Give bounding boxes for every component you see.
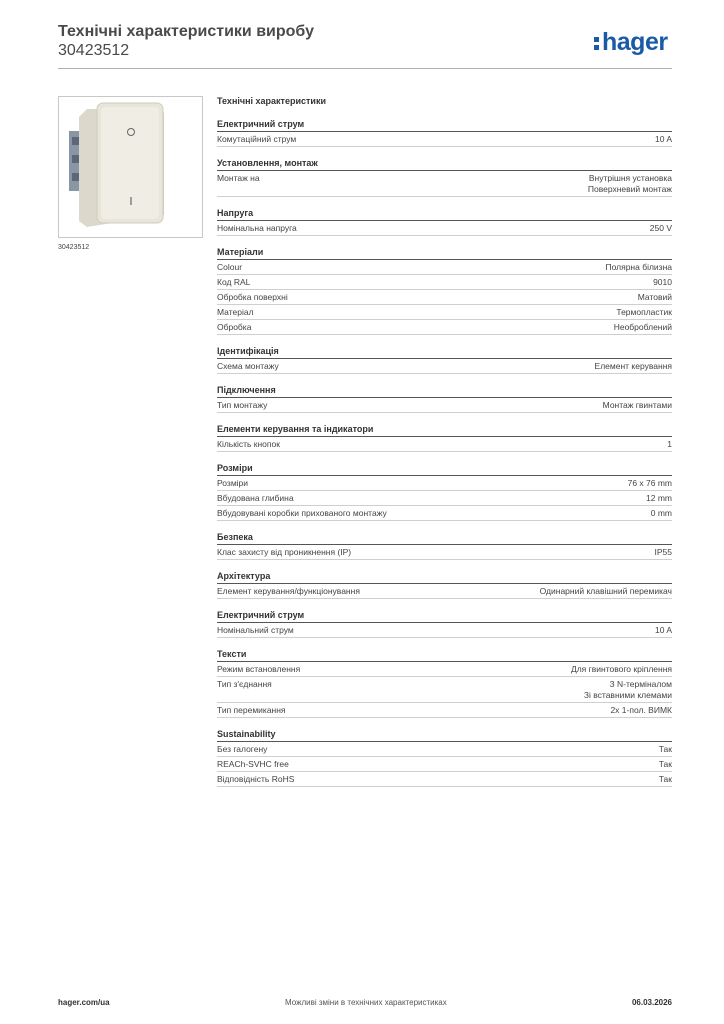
section-heading: Sustainability [217,728,672,742]
spec-label: Тип перемикання [217,705,286,715]
spec-section [217,384,672,413]
spec-row [217,506,672,521]
spec-label: Код RAL [217,277,251,287]
spec-section [217,207,672,236]
spec-label: Тип з'єднання [217,679,272,689]
spec-row [217,584,672,599]
spec-value [584,679,672,701]
spec-value-line: 2x 1-пол. ВИМК [610,705,672,715]
product-code: 30423512 [58,42,130,59]
spec-value [603,400,672,411]
spec-value-line: Для гвинтового кріплення [570,664,672,674]
document-header [58,22,314,60]
spec-value [610,705,672,716]
spec-label: Клас захисту від проникнення (IP) [217,547,352,557]
spec-value-line: Полярна білизна [605,262,672,272]
spec-value-line: 250 V [649,223,672,233]
footer-disclaimer: Можливі зміни в технічних характеристиках [285,998,447,1007]
spec-value-line: Внутрішня установка [588,173,672,183]
product-image [58,96,203,238]
spec-value [646,493,672,504]
section-heading: Установлення, монтаж [217,157,672,171]
spec-value-line: З N-терміналом [609,679,672,689]
spec-value [653,277,672,288]
spec-label: Обробка поверхні [217,292,288,302]
spec-value-line: Так [658,759,672,769]
hager-logo[interactable] [594,28,668,56]
spec-value-line: 1 [667,439,672,449]
spec-label: Без галогену [217,744,268,754]
footer-date: 06.03.2026 [631,998,672,1007]
spec-value-line: Необроблений [613,322,672,332]
spec-label: Розміри [217,478,249,488]
spec-row [217,491,672,506]
spec-row [217,545,672,560]
spec-value-line: Одинарний клавішний перемикач [539,586,672,596]
spec-row [217,703,672,718]
section-heading: Напруга [217,207,672,221]
spec-value [638,292,672,303]
spec-sections [217,118,672,787]
spec-value [628,478,672,489]
spec-row [217,742,672,757]
spec-row [217,437,672,452]
spec-label: Матеріал [217,307,254,317]
spec-value-line: IP55 [654,547,672,557]
spec-label: Тип монтажу [217,400,268,410]
spec-value-line: Зі вставними клемами [583,690,672,700]
footer-website-link[interactable]: hager.com/ua [58,998,110,1007]
image-caption: 30423512 [58,244,90,251]
spec-label: Елемент керування/функціонування [217,586,360,596]
spec-row [217,275,672,290]
section-heading: Ідентифікація [217,345,672,359]
spec-row [217,772,672,787]
spec-label: Відповідність RoHS [217,774,295,784]
spec-section [217,246,672,335]
section-heading: Тексти [217,648,672,662]
section-heading: Архітектура [217,570,672,584]
document-title: Технічні характеристики виробу [58,23,314,40]
spec-label: Обробка [217,322,252,332]
section-heading: Електричний струм [217,609,672,623]
spec-value [655,547,673,558]
spec-value [659,744,672,755]
spec-section [217,423,672,452]
section-heading: Матеріали [217,246,672,260]
spec-value-line: Матовий [637,292,672,302]
spec-value [540,586,672,597]
spec-label: Монтаж на [217,173,260,183]
spec-section [217,118,672,147]
spec-section [217,345,672,374]
spec-row [217,623,672,638]
spec-value [655,625,672,636]
spec-section [217,157,672,197]
spec-value-line: Поверхневий монтаж [587,184,672,194]
spec-value-line: Монтаж гвинтами [602,400,672,410]
spec-label: Вбудовувані коробки прихованого монтажу [217,508,387,518]
spec-value-line: 0 mm [650,508,672,518]
spec-label: Номінальний струм [217,625,294,635]
spec-row [217,359,672,374]
logo-text: hager [602,28,668,56]
spec-value [659,759,672,770]
spec-label: Комутаційний струм [217,134,297,144]
spec-value-line: Термопластик [616,307,672,317]
spec-value-line: 12 mm [646,493,672,503]
spec-row [217,221,672,236]
spec-value-line: 10 A [654,134,672,144]
spec-value [571,664,672,675]
spec-label: Номінальна напруга [217,223,297,233]
spec-label: Режим встановлення [217,664,301,674]
section-heading: Підключення [217,384,672,398]
spec-row [217,320,672,335]
spec-value [659,774,672,785]
spec-row [217,757,672,772]
specifications [217,94,672,797]
specs-title: Технічні характеристики [217,96,326,106]
spec-row [217,290,672,305]
spec-row [217,171,672,197]
header-divider [58,68,672,69]
spec-value-line: Елемент керування [594,361,672,371]
spec-label: Схема монтажу [217,361,279,371]
spec-row [217,260,672,275]
spec-row [217,476,672,491]
spec-value [655,134,672,145]
section-heading: Електричний струм [217,118,672,132]
switch-product-image [59,97,202,237]
spec-value [588,173,672,195]
spec-section [217,570,672,599]
spec-label: REACh-SVHC free [217,759,289,769]
spec-value [605,262,672,273]
section-heading: Елементи керування та індикатори [217,423,672,437]
spec-value [667,439,672,450]
spec-row [217,305,672,320]
spec-value [614,322,672,333]
section-heading: Розміри [217,462,672,476]
section-heading: Безпека [217,531,672,545]
spec-row [217,398,672,413]
spec-value-line: Так [658,774,672,784]
spec-value [651,508,672,519]
spec-row [217,677,672,703]
spec-value [616,307,672,318]
spec-section [217,462,672,521]
spec-section [217,531,672,560]
spec-label: Вбудована глибина [217,493,294,503]
logo-colon-icon [594,33,601,51]
spec-section [217,648,672,718]
spec-value-line: 9010 [653,277,672,287]
spec-label: Кількість кнопок [217,439,280,449]
spec-value-line: Так [658,744,672,754]
spec-row [217,662,672,677]
spec-value [595,361,672,372]
spec-value [650,223,672,234]
spec-value-line: 76 x 76 mm [627,478,672,488]
spec-section [217,728,672,787]
spec-row [217,132,672,147]
spec-label: Colour [217,262,243,272]
spec-value-line: 10 A [654,625,672,635]
spec-section [217,609,672,638]
